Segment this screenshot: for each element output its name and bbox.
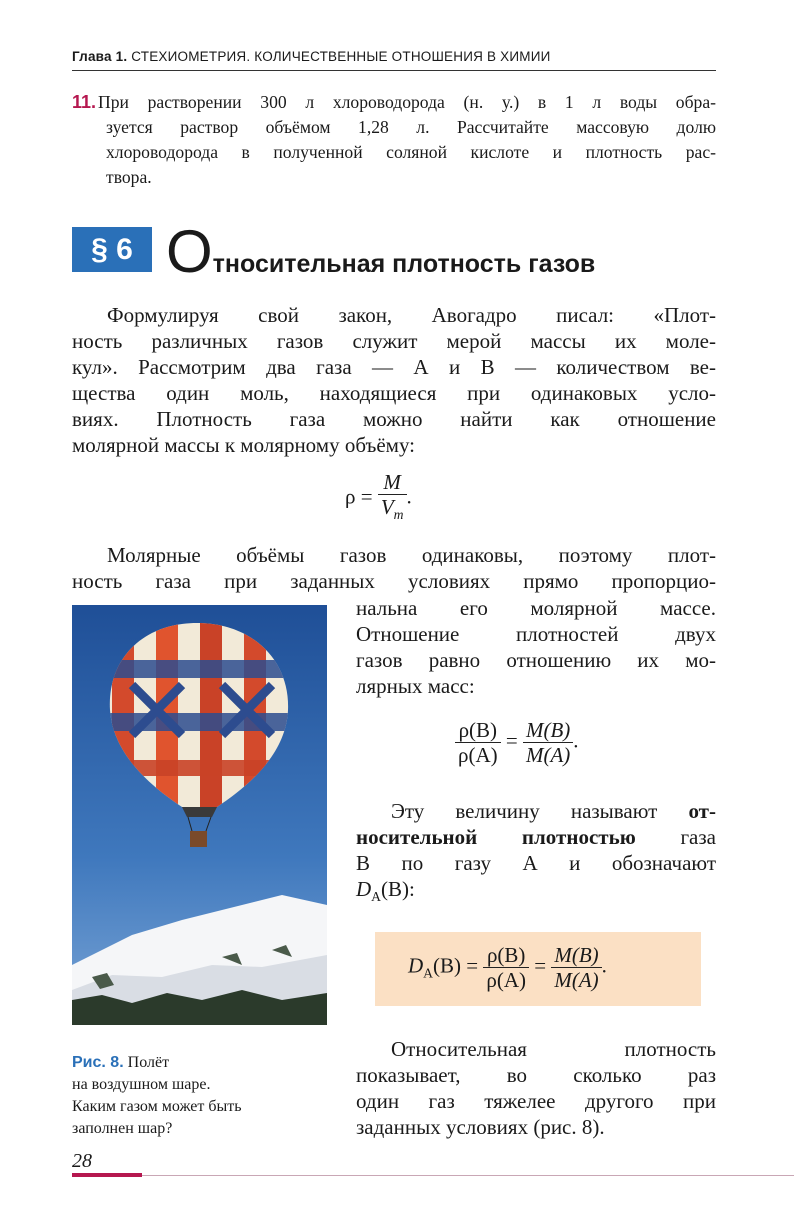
numerator: M(B) (554, 943, 599, 967)
denominator: M(A) (554, 968, 599, 992)
text-line: Молярные объёмы газов одинаковы, поэтому плот- (107, 543, 716, 567)
symbol-sub: A (423, 965, 434, 981)
symbol-D: D (356, 877, 372, 901)
denominator: M(A) (525, 743, 571, 767)
denominator: ρ(A) (458, 743, 498, 767)
symbol-sub: A (371, 889, 382, 905)
text-line: газов равно отношению их мо- (356, 648, 716, 672)
caption-line: заполнен шар? (72, 1120, 173, 1137)
caption-label: Рис. 8. (72, 1054, 124, 1071)
term-bold: носительной плотностью (356, 825, 636, 849)
denominator: ρ(A) (486, 968, 527, 992)
symbol-D: D (408, 953, 424, 978)
page-number: 28 (72, 1150, 92, 1172)
text-line: В по газу А и обозначают (356, 851, 716, 875)
numerator: M (383, 470, 401, 494)
problem-line: зуется раствор объёмом 1,28 л. Рассчитайте массовую долю (106, 117, 716, 137)
balloon-illustration (72, 605, 327, 1025)
text-line: один газ тяжелее другого при (356, 1089, 716, 1113)
problem-number: 11. (72, 92, 97, 112)
denominator: V (380, 495, 394, 519)
fraction (551, 943, 601, 992)
section-badge: § 6 (72, 227, 152, 272)
page-bar (72, 1173, 142, 1177)
fraction (483, 943, 529, 992)
problem-11 (72, 90, 716, 190)
equals-sign: = (505, 728, 518, 753)
text-line: ность газа при заданных условиях прямо пропорцио- (72, 569, 716, 593)
ratio-formula (455, 718, 579, 767)
text-fragment: Эту величину называют (391, 799, 689, 823)
text-line: виях. Плотность газа можно найти как отношение (72, 407, 716, 431)
paragraph-2-side (356, 595, 716, 699)
equals-sign: = (534, 953, 547, 978)
density-formula (345, 470, 412, 527)
section-title (166, 218, 596, 285)
paragraph-4 (356, 1036, 716, 1140)
text-line: заданных условиях (рис. 8). (356, 1115, 605, 1139)
text-line: Отношение плотностей двух (356, 622, 716, 646)
text-fragment: газа (635, 825, 716, 849)
problem-line: хлороводорода в полученной соляной кислоте и плотность рас- (106, 142, 716, 162)
text-line: кул». Рассмотрим два газа — А и В — количеством ве- (72, 355, 716, 379)
section-title-rest: тносительная плотность газов (212, 250, 596, 278)
fraction (455, 718, 501, 767)
problem-line: твора. (106, 167, 152, 187)
text-line: нальна его молярной массе. (356, 596, 716, 620)
intro-paragraph (72, 302, 716, 458)
numerator: ρ(B) (483, 943, 529, 968)
header-rule (72, 70, 716, 71)
chapter-title: СТЕХИОМЕТРИЯ. КОЛИЧЕСТВЕННЫЕ ОТНОШЕНИЯ В ХИМИИ (131, 49, 551, 64)
text-line: ность различных газов служит мерой массы их моле- (72, 329, 716, 353)
section-title-initial: О (166, 218, 213, 285)
text-line: показывает, во сколько раз (356, 1063, 716, 1087)
text-fragment: (B): (381, 877, 415, 901)
text-line: Формулируя свой закон, Авогадро писал: «Плот- (107, 303, 716, 327)
caption-line: Полёт (127, 1054, 170, 1071)
fraction (378, 470, 407, 527)
text-line: щества один моль, находящиеся при одинаковых усло- (72, 381, 716, 405)
paragraph-3 (356, 798, 716, 910)
text-line: молярной массы к молярному объёму: (72, 433, 416, 457)
term-bold: от- (688, 799, 716, 823)
page-line (142, 1175, 794, 1176)
balloon-photo (72, 605, 327, 1025)
text-line: Относительная плотность (391, 1037, 716, 1061)
figure-caption (72, 1052, 332, 1140)
denominator-sub: m (393, 507, 404, 523)
formula-end: . (573, 728, 579, 753)
fraction (523, 718, 573, 767)
formula-lhs: ρ = (345, 484, 373, 509)
problem-line: При растворении 300 л хлороводорода (н. у.) в 1 л воды обра- (98, 92, 716, 112)
formula-end: . (601, 953, 607, 978)
relative-density-formula (408, 943, 607, 992)
numerator: M(B) (525, 718, 571, 742)
paragraph-2 (72, 542, 716, 594)
numerator: ρ(B) (455, 718, 501, 743)
chapter-label: Глава 1. (72, 49, 128, 64)
caption-line: на воздушном шаре. (72, 1076, 211, 1093)
running-header (72, 49, 716, 64)
formula-arg: (B) = (433, 953, 479, 978)
caption-line: Каким газом может быть (72, 1098, 242, 1115)
text-line: лярных масс: (356, 674, 475, 698)
formula-end: . (406, 484, 412, 509)
